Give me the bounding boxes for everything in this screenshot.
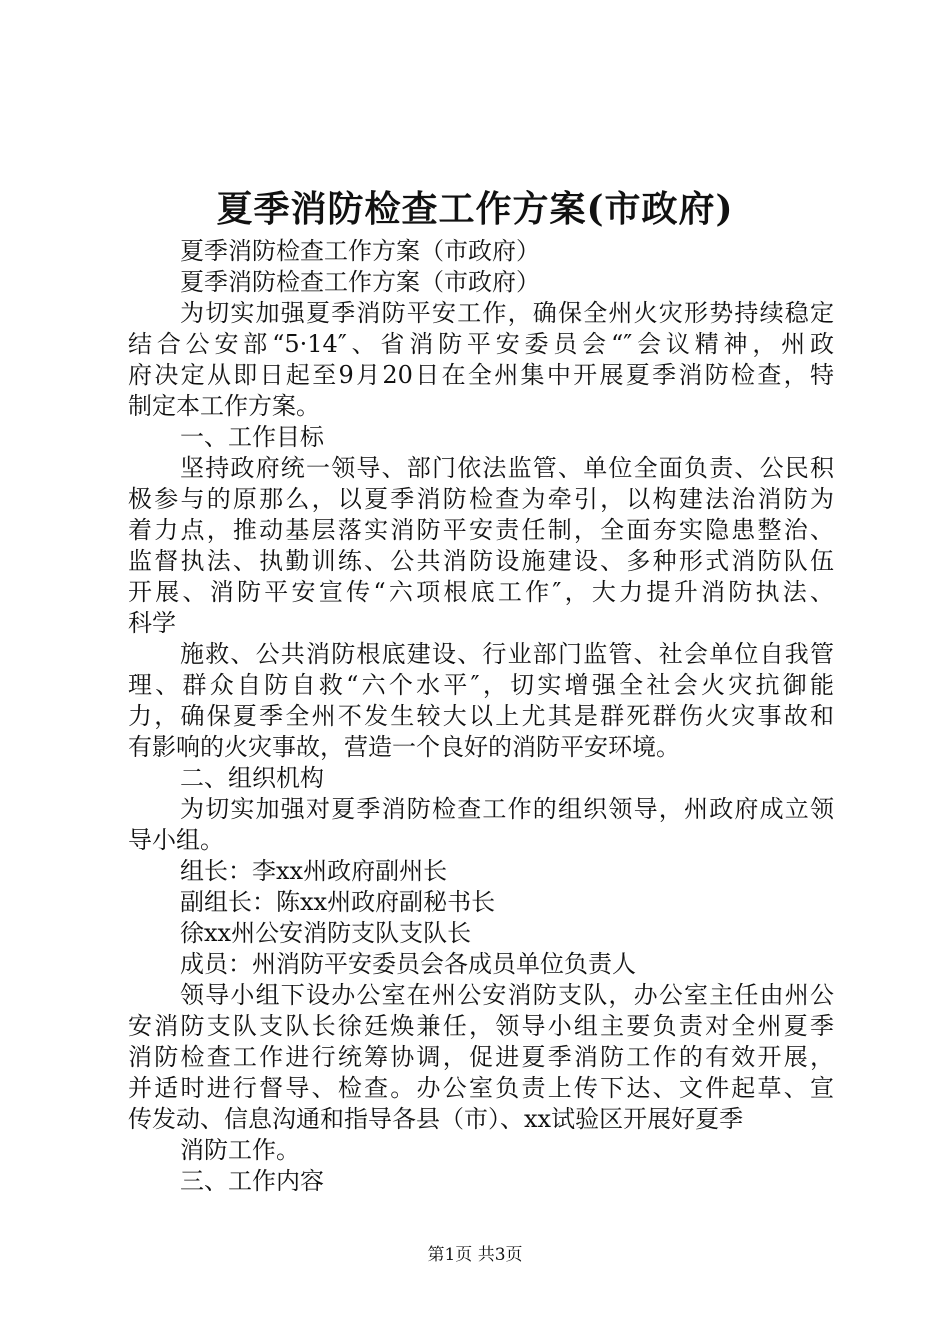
paragraph-line: 府决定从即日起至9月20日在全州集中开展夏季消防检查，特 — [128, 361, 834, 389]
paragraph-line: 安消防支队支队长徐廷焕兼任，领导小组主要负责对全州夏季 — [128, 1012, 834, 1040]
document-title: 夏季消防检查工作方案(市政府) — [216, 188, 734, 230]
paragraph-line: 有影响的火灾事故，营造一个良好的消防平安环境。 — [128, 733, 680, 761]
section-heading: 三、工作内容 — [180, 1167, 324, 1195]
paragraph-line: 为切实加强对夏季消防检查工作的组织领导，州政府成立领 — [180, 795, 834, 823]
paragraph-line: 制定本工作方案。 — [128, 392, 320, 420]
member-line: 徐xx州公安消防支队支队长 — [180, 919, 472, 947]
paragraph-line: 结合公安部“5·14″、省消防平安委员会“″会议精神，州政 — [128, 330, 834, 358]
paragraph-line: 为切实加强夏季消防平安工作，确保全州火灾形势持续稳定 — [180, 299, 834, 327]
paragraph-line: 开展、消防平安宣传“六项根底工作″，大力提升消防执法、 — [128, 578, 834, 606]
paragraph-line: 并适时进行督导、检查。办公室负责上传下达、文件起草、宣 — [128, 1074, 834, 1102]
paragraph-line: 理、群众自防自救“六个水平″，切实增强全社会火灾抗御能 — [128, 671, 834, 699]
member-line: 组长：李xx州政府副州长 — [180, 857, 448, 885]
paragraph-line: 科学 — [128, 609, 176, 637]
subtitle-line: 夏季消防检查工作方案（市政府） — [180, 237, 540, 265]
paragraph-line: 消防检查工作进行统筹协调，促进夏季消防工作的有效开展， — [128, 1043, 834, 1071]
paragraph-line: 施救、公共消防根底建设、行业部门监管、社会单位自我管 — [180, 640, 834, 668]
section-heading: 二、组织机构 — [180, 764, 324, 792]
paragraph-line: 极参与的原那么，以夏季消防检查为牵引，以构建法治消防为 — [128, 485, 834, 513]
subtitle-line: 夏季消防检查工作方案（市政府） — [180, 268, 540, 296]
paragraph-line: 领导小组下设办公室在州公安消防支队，办公室主任由州公 — [180, 981, 834, 1009]
paragraph-line: 坚持政府统一领导、部门依法监管、单位全面负责、公民积 — [180, 454, 834, 482]
document-body — [128, 236, 834, 1197]
paragraph-line: 消防工作。 — [180, 1136, 300, 1164]
paragraph-line: 导小组。 — [128, 826, 224, 854]
paragraph-line: 着力点，推动基层落实消防平安责任制，全面夯实隐患整治、 — [128, 516, 834, 544]
paragraph-line: 传发动、信息沟通和指导各县（市）、xx试验区开展好夏季 — [128, 1105, 744, 1133]
section-heading: 一、工作目标 — [180, 423, 324, 451]
paragraph-line: 监督执法、执勤训练、公共消防设施建设、多种形式消防队伍 — [128, 547, 834, 575]
paragraph-line: 力，确保夏季全州不发生较大以上尤其是群死群伤火灾事故和 — [128, 702, 834, 730]
member-line: 成员：州消防平安委员会各成员单位负责人 — [180, 950, 636, 978]
member-line: 副组长：陈xx州政府副秘书长 — [180, 888, 496, 916]
page-footer: 第1页 共3页 — [427, 1245, 523, 1265]
